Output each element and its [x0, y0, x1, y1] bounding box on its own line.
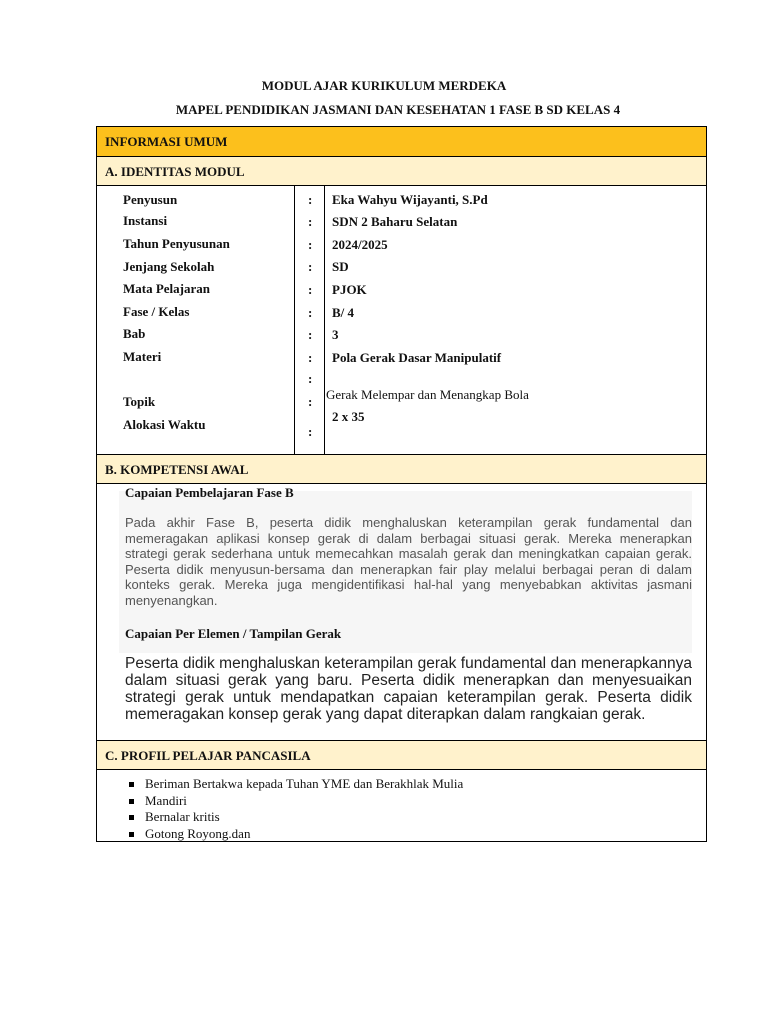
label-materi: Materi — [123, 349, 162, 364]
label-instansi: Instansi — [123, 213, 168, 228]
colon: : — [308, 259, 313, 274]
value-penyusun: Eka Wahyu Wijayanti, S.Pd — [332, 192, 488, 207]
value-tahun-penyusunan: 2024/2025 — [332, 237, 388, 252]
value-materi: Pola Gerak Dasar Manipulatif — [332, 350, 502, 365]
label-penyusun: Penyusun — [123, 192, 178, 207]
list-item: Bernalar kritis — [129, 809, 463, 826]
colon: : — [308, 237, 313, 252]
colon: : — [308, 214, 313, 229]
list-item: Mandiri — [129, 793, 463, 810]
label-fase-kelas: Fase / Kelas — [123, 304, 190, 319]
value-jenjang-sekolah: SD — [332, 259, 349, 274]
value-topik: Gerak Melempar dan Menangkap Bola — [326, 387, 529, 402]
colon: : — [308, 282, 313, 297]
cp-paragraph: Pada akhir Fase B, peserta didik menghaluskan keterampilan gerak fundamental dan memeragakan aplikasi konsep gerak di dalam berbagai situasi gerak. Mereka menerapkan strategi gerak sederhana untuk memecahkan masalah gerak dan meningkatkan capaian gerak. Peserta didik menyusun-bersama dan menerapkan fair play melalui berbagai peran di dalam konteks gerak. Mereka juga mengidentifikasi hal-hal yang menyebabkan aktivitas jasmani menyenangkan. — [125, 515, 692, 608]
module-table — [96, 126, 707, 842]
cp-heading: Capaian Pembelajaran Fase B — [125, 485, 294, 500]
elemen-heading: Capaian Per Elemen / Tampilan Gerak — [125, 626, 342, 641]
column-divider — [294, 185, 295, 455]
document-subtitle: MAPEL PENDIDIKAN JASMANI DAN KESEHATAN 1 FASE B SD KELAS 4 — [175, 102, 621, 117]
list-item: Gotong Royong.dan — [129, 826, 463, 843]
label-alokasi-waktu: Alokasi Waktu — [123, 417, 206, 432]
column-divider — [324, 185, 325, 455]
list-item: Beriman Bertakwa kepada Tuhan YME dan Berakhlak Mulia — [129, 776, 463, 793]
section-informasi-umum: INFORMASI UMUM — [97, 127, 706, 157]
section-identitas-modul: A. IDENTITAS MODUL — [97, 156, 706, 186]
value-bab: 3 — [332, 327, 339, 342]
document-title: MODUL AJAR KURIKULUM MERDEKA — [261, 78, 507, 93]
colon: : — [308, 371, 313, 386]
profil-list — [117, 776, 463, 842]
section-profil-pelajar: C. PROFIL PELAJAR PANCASILA — [97, 740, 706, 770]
colon: : — [308, 327, 313, 342]
colon: : — [308, 305, 313, 320]
colon: : — [308, 394, 313, 409]
value-fase-kelas: B/ 4 — [332, 305, 355, 320]
value-instansi: SDN 2 Baharu Selatan — [332, 214, 458, 229]
colon: : — [308, 350, 313, 365]
colon: : — [308, 192, 313, 207]
label-bab: Bab — [123, 326, 146, 341]
elemen-paragraph: Peserta didik menghaluskan keterampilan gerak fundamental dan menerapkannya dalam situasi gerak yang baru. Peserta didik menerapkan dan menyesuaikan strategi gerak untuk mendapatkan capaian keterampilan gerak. Peserta didik memeragakan konsep gerak yang dapat diterapkan dalam rangkaian gerak. — [125, 655, 692, 723]
value-mata-pelajaran: PJOK — [332, 282, 367, 297]
identitas-table — [97, 185, 706, 455]
label-mata-pelajaran: Mata Pelajaran — [123, 281, 211, 296]
label-jenjang-sekolah: Jenjang Sekolah — [123, 259, 215, 274]
value-alokasi-waktu: 2 x 35 — [332, 409, 365, 424]
label-tahun-penyusunan: Tahun Penyusunan — [123, 236, 230, 251]
colon: : — [308, 424, 313, 439]
section-kompetensi-awal: B. KOMPETENSI AWAL — [97, 454, 706, 484]
label-topik: Topik — [123, 394, 156, 409]
